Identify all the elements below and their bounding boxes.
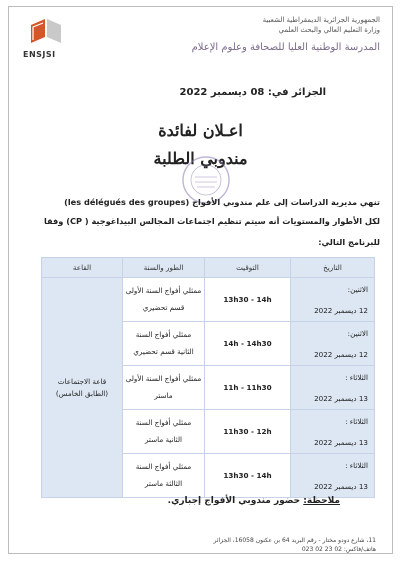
schedule-table [41, 257, 375, 498]
header-room: القاعة [42, 258, 123, 278]
cell-level-line1: ممثلي أفواج السنة الأولى [125, 286, 202, 296]
cell-time: 11h - 11h30 [205, 366, 291, 410]
cell-day: الثلاثاء : [345, 372, 368, 382]
room-name: قاعة الاجتماعات [57, 376, 107, 386]
header-level: الطور والسنة [123, 258, 205, 278]
cell-date [291, 322, 375, 366]
cell-level-line2: قسم تحضيري [142, 302, 185, 312]
header-ministry: وزارة التعليم العالي والبحث العلمي [278, 26, 380, 34]
cell-date [291, 410, 375, 454]
cell-day: الاثنين: [347, 284, 368, 294]
cell-date [291, 278, 375, 322]
cell-room [42, 278, 123, 498]
document-page [8, 6, 393, 554]
room-floor: (الطابق الخامس) [55, 388, 109, 398]
cell-time: 13h30 - 14h [205, 454, 291, 498]
cell-date [291, 454, 375, 498]
cell-date [291, 366, 375, 410]
note-label: ملاحظة: [303, 496, 340, 506]
cell-date-value: 13 ديسمبر 2022 [314, 437, 368, 447]
footer-phone: هاتف/فاكس: 02 23 02 023 [301, 546, 376, 553]
cell-date-value: 12 ديسمبر 2022 [314, 305, 368, 315]
cell-date-value: 13 ديسمبر 2022 [314, 481, 368, 491]
cell-time: 11h30 - 12h [205, 410, 291, 454]
header-time: التوقيت [205, 258, 291, 278]
table-header-row [42, 258, 375, 278]
header-date: التاريخ [291, 258, 375, 278]
body-line-3: للبرنامج التالي: [318, 237, 380, 247]
cell-day: الثلاثاء : [345, 416, 368, 426]
cell-day: الاثنين: [347, 328, 368, 338]
logo-text: ENSJSI [23, 50, 56, 59]
cell-level [123, 410, 205, 454]
cell-time: 14h - 14h30 [205, 322, 291, 366]
announcement-subtitle: مندوبي الطلبة [153, 149, 248, 168]
note-text: حضور مندوبي الأفواج إجباري. [167, 496, 304, 506]
cell-level-line1: ممثلي أفواج السنة [135, 330, 192, 340]
document-date: الجزائر في: 08 ديسمبر 2022 [179, 87, 326, 98]
cell-level-line2: ماستر [154, 390, 173, 400]
cell-date-value: 13 ديسمبر 2022 [314, 393, 368, 403]
header-school-name: المدرسة الوطنية العليا للصحافة وعلوم الإعلام [191, 42, 380, 53]
body-line-2: لكل الأطوار والمستويات أنه سيتم تنظيم اجتماعات المجالس البيداغوجية ( CP) وفقا [43, 216, 380, 226]
cell-level-line2: الثالثة ماستر [144, 478, 183, 488]
header-republic: الجمهورية الجزائرية الديمقراطية الشعبية [262, 16, 380, 24]
body-line-1: تنهي مديرية الدراسات إلى علم مندوبي الأفواج (les délégués des groupes) [64, 197, 380, 207]
cell-time: 13h30 - 14h [205, 278, 291, 322]
announcement-title: اعـلان لفائدة [158, 121, 243, 140]
cell-day: الثلاثاء : [345, 460, 368, 470]
note [168, 496, 340, 506]
cell-level [123, 278, 205, 322]
cell-level-line1: ممثلي أفواج السنة [135, 418, 192, 428]
cell-level [123, 322, 205, 366]
table-row [42, 278, 375, 322]
cell-level [123, 366, 205, 410]
footer-address: 11، شارع دودو مختار - رقم البريد 64 بن عكنون 16058، الجزائر [213, 537, 376, 544]
cell-level-line2: الثانية ماستر [144, 434, 183, 444]
cell-level-line2: الثانية قسم تحضيري [133, 346, 194, 356]
cell-date-value: 12 ديسمبر 2022 [314, 349, 368, 359]
cell-level-line1: ممثلي أفواج السنة الأولى [125, 374, 202, 384]
cell-level-line1: ممثلي أفواج السنة [135, 462, 192, 472]
cell-level [123, 454, 205, 498]
